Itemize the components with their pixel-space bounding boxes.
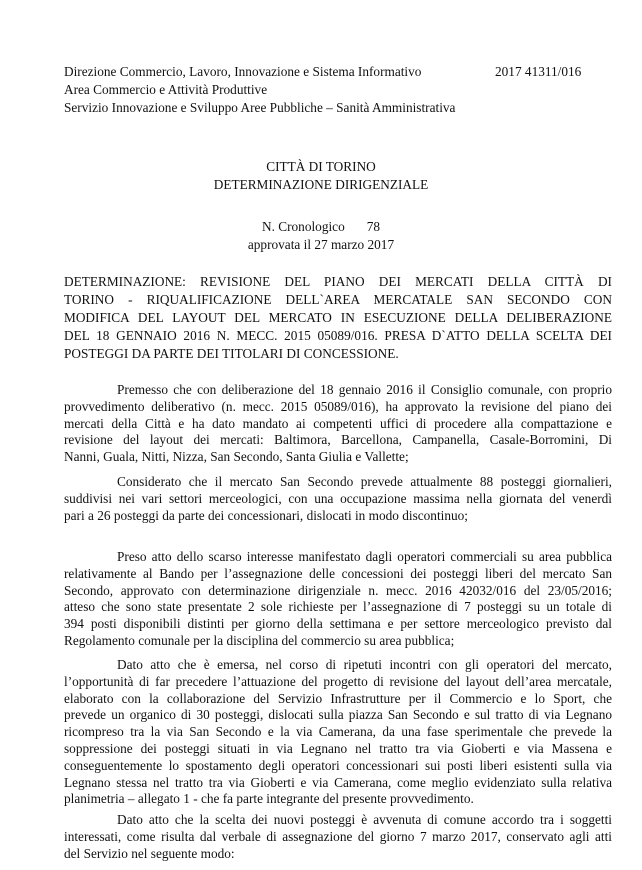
paragraph-line: Regolamento comunale per la disciplina del commercio su area pubblica; (64, 632, 455, 648)
determination-line: DETERMINAZIONE: REVISIONE DEL PIANO DEI MERCATI DELLA CITTÀ DI (64, 274, 612, 289)
paragraph-line: 394 posti disponibili distinti per giorno della settimana e per settore merceologico previsto dal (64, 616, 612, 632)
determination-line: TORINO - RIQUALIFICAZIONE DELL`AREA MERCATALE SAN SECONDO CON (64, 292, 612, 307)
paragraph-line: elaborato con la collaborazione del Servizio Infrastrutture per il Commercio e lo Sport, che (64, 690, 612, 706)
paragraph-dato-atto-scelta (64, 812, 612, 862)
determination-subject (64, 273, 612, 363)
header-line-service: Servizio Innovazione e Sviluppo Aree Pubbliche – Sanità Amministrativa (64, 100, 456, 115)
protocol-number: 2017 41311/016 (495, 64, 582, 79)
paragraph-premesso (64, 382, 612, 466)
paragraph-line: pari a 26 posteggi da parte dei concessionari, dislocati in modo discontinuo; (64, 507, 468, 523)
paragraph-line: Nanni, Guala, Nitti, Nizza, San Secondo, Santa Giulia e Vallette; (64, 449, 409, 465)
paragraph-line: Premesso che con deliberazione del 18 gennaio 2016 il Consiglio comunale, con proprio (117, 382, 612, 397)
chronology-row (0, 218, 642, 236)
chronology-block (0, 218, 642, 254)
header-line-area: Area Commercio e Attività Produttive (64, 82, 268, 97)
paragraph-line: atteso che sono state presentate 2 sole richieste per l’assegnazione di 7 posteggi su un totale di (64, 599, 612, 615)
paragraph-line: ricompreso tra la via San Secondo e la via Camerana, da una fase sperimentale che prevede la (64, 724, 612, 740)
determination-line: MODIFICA DEL LAYOUT DEL MERCATO IN ESECUZIONE DELLA DELIBERAZIONE (64, 310, 612, 325)
paragraph-line: Dato atto che la scelta dei nuovi posteggi è avvenuta di comune accordo tra i soggetti (117, 812, 612, 827)
paragraph-line: Preso atto dello scarso interesse manifestato dagli operatori commerciali su area pubblica (117, 549, 612, 564)
paragraph-line: prevede un organico di 30 posteggi, dislocati sulla piazza San Secondo e sul tratto di via Legnano (64, 707, 612, 723)
header-line-directorate: Direzione Commercio, Lavoro, Innovazione e Sistema Informativo (64, 64, 422, 79)
paragraph-line: l’opportunità di far precedere l’attuazione del progetto di revisione del layout dell’area mercatale, (64, 673, 612, 689)
paragraph-considerato (64, 474, 612, 524)
determination-line: DEL 18 GENNAIO 2016 N. MECC. 2015 05089/016. PRESA D`ATTO DELLA SCELTA DEI (64, 328, 612, 343)
paragraph-line: provvedimento deliberativo (n. mecc. 2015 05089/016), ha approvato la revisione del piano dei (64, 398, 612, 414)
paragraph-line: interessati, come risulta dal verbale di assegnazione del giorno 7 marzo 2017, conservato agli atti (64, 828, 612, 844)
document-title (0, 158, 642, 194)
approval-date: approvata il 27 marzo 2017 (247, 237, 395, 252)
paragraph-dato-atto-emersa (64, 657, 612, 808)
paragraph-line: relativamente al Bando per l’assegnazione delle concessioni dei posteggi liberi del mercato San (64, 565, 612, 581)
document-type: DETERMINAZIONE DIRIGENZIALE (213, 177, 429, 192)
paragraph-line: Secondo, approvato con determinazione dirigenziale n. mecc. 2016 42032/016 del 23/05/2016; (64, 582, 612, 598)
chronology-label: N. Cronologico (261, 219, 345, 234)
determination-line: POSTEGGI DA PARTE DEI TITOLARI DI CONCESSIONE. (64, 346, 399, 361)
paragraph-line: Dato atto che è emersa, nel corso di ripetuti incontri con gli operatori del mercato, (117, 657, 612, 672)
paragraph-line: planimetria – allegato 1 - che fa parte integrante del presente provvedimento. (64, 791, 474, 807)
chronology-number: 78 (366, 219, 381, 234)
city-name: CITTÀ DI TORINO (266, 159, 376, 174)
paragraph-preso-atto (64, 549, 612, 650)
paragraph-line: conseguentemente lo spostamento degli operatori concessionari sui posti liberi esistenti sulla via (64, 757, 612, 773)
paragraph-line: revisione del layout dei mercati: Baltimora, Barcellona, Campanella, Casale-Borromini, Di (64, 432, 612, 448)
paragraph-line: Legnano stessa nel tratto tra via Gioberti e via Camerana, come meglio evidenziato sulla relativa (64, 774, 612, 790)
paragraph-line: soppressione dei posteggi situati in via Legnano nel tratto tra via Gioberti e via Massena e (64, 740, 612, 756)
paragraph-line: mercati della Città e ha dato mandato ai competenti uffici di procedere alla compattazione e (64, 415, 612, 431)
paragraph-line: suddivisi nei vari settori merceologici, con una occupazione massima nella giornata del venerdì (64, 490, 612, 506)
paragraph-line: del Servizio nel seguente modo: (64, 845, 235, 861)
paragraph-line: Considerato che il mercato San Secondo prevede attualmente 88 posteggi giornalieri, (117, 474, 612, 489)
